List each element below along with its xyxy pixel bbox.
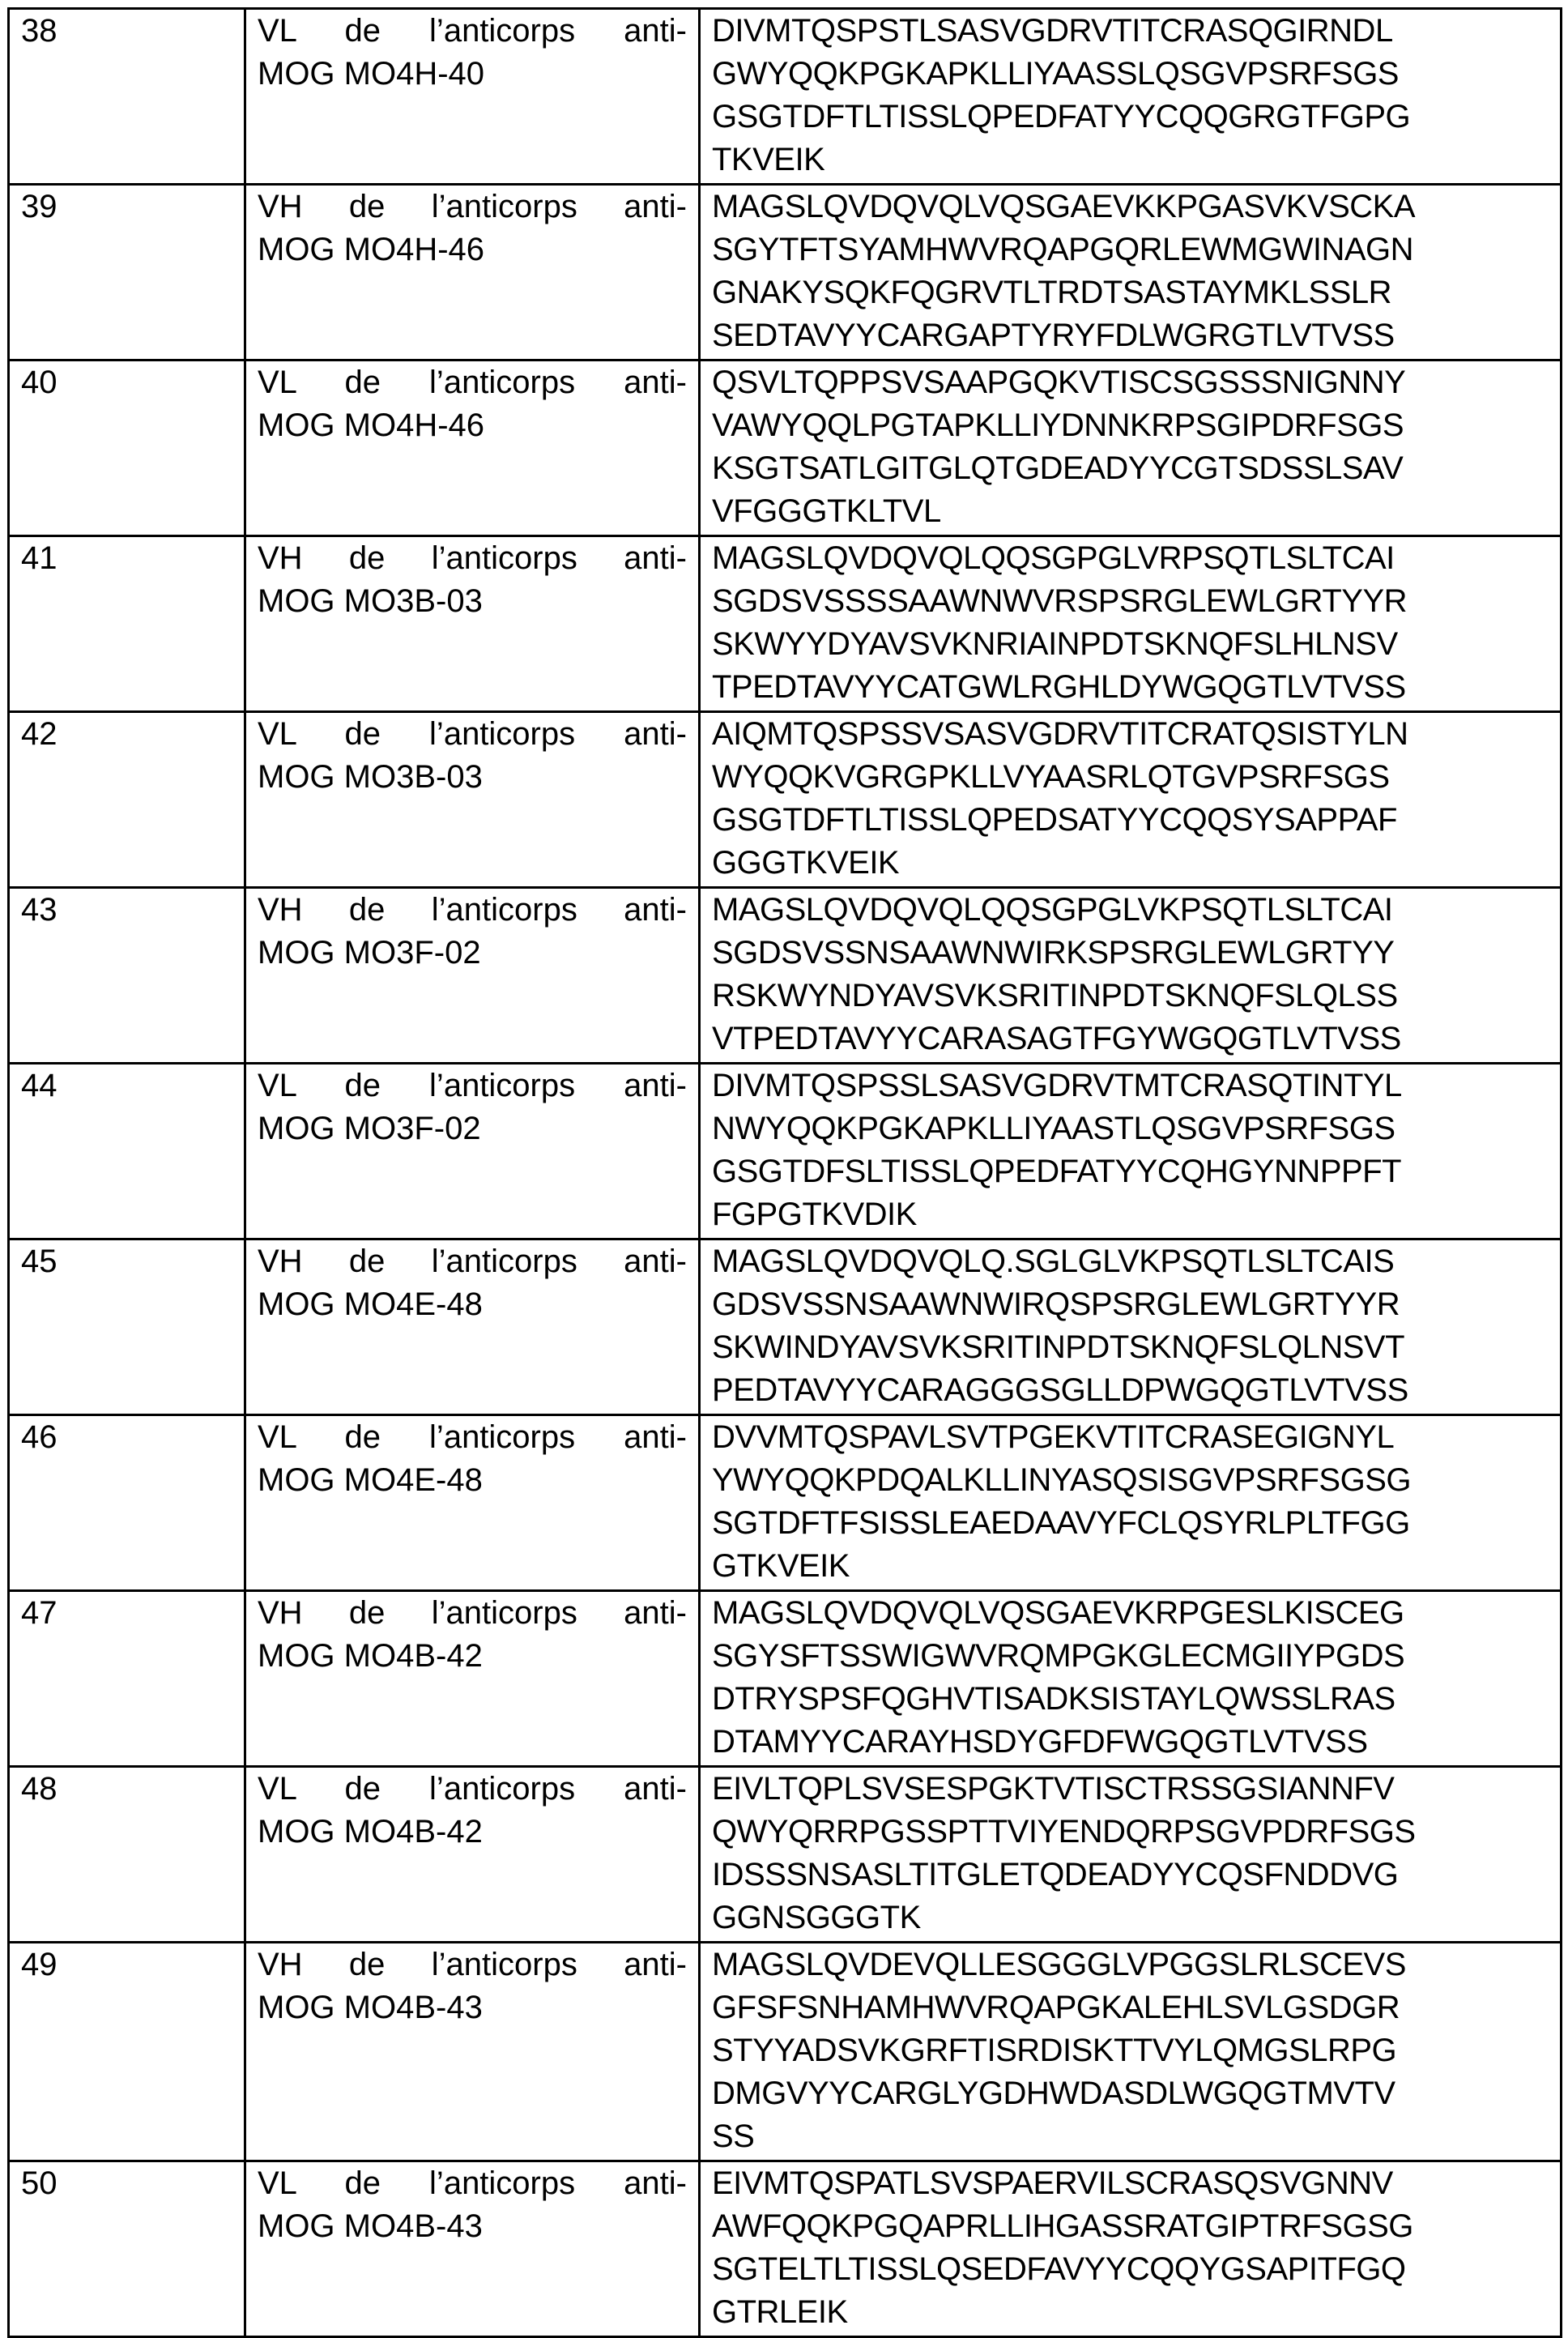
- seq-id-number: 41: [21, 537, 232, 580]
- table-row: [9, 361, 1562, 536]
- seq-id-number: 49: [21, 1943, 232, 1986]
- seq-id-cell: [9, 1943, 245, 2161]
- description-line: MOG MO4H-46: [258, 228, 687, 271]
- sequence-line: VFGGGTKLTVL: [712, 490, 1549, 533]
- description-cell: [245, 712, 700, 888]
- sequence-line: AWFQQKPGQAPRLLIHGASSRATGIPTRFSGSG: [712, 2205, 1549, 2248]
- description-cell: [245, 2161, 700, 2337]
- seq-id-cell: [9, 9, 245, 185]
- description-line: VL de l’anticorps anti-: [258, 361, 687, 404]
- seq-id-number: 42: [21, 713, 232, 756]
- sequence-line: GDSVSSNSAAWNWIRQSPSRGLEWLGRTYYR: [712, 1283, 1549, 1326]
- description-line: MOG MO4B-42: [258, 1811, 687, 1854]
- seq-id-number: 50: [21, 2162, 232, 2205]
- description-cell: [245, 888, 700, 1064]
- description-line: VH de l’anticorps anti-: [258, 537, 687, 580]
- sequence-line: EIVLTQPLSVSESPGKTVTISCTRSSGSIANNFV: [712, 1768, 1549, 1811]
- sequence-line: GSGTDFTLTISSLQPEDSATYYCQQSYSAPPAF: [712, 799, 1549, 842]
- description-line: MOG MO3B-03: [258, 756, 687, 799]
- description-line: MOG MO4E-48: [258, 1459, 687, 1502]
- sequence-cell: [700, 1239, 1562, 1415]
- seq-id-number: 46: [21, 1416, 232, 1459]
- table-row: [9, 1591, 1562, 1767]
- description-line: VL de l’anticorps anti-: [258, 713, 687, 756]
- description-cell: [245, 1767, 700, 1943]
- description-line: MOG MO4B-43: [258, 2205, 687, 2248]
- sequence-line: SGTELTLTISSLQSEDFAVYYCQQYGSAPITFGQ: [712, 2248, 1549, 2291]
- sequence-line: GTKVEIK: [712, 1545, 1549, 1588]
- sequence-line: DTRYSPSFQGHVTISADKSISTAYLQWSSLRAS: [712, 1678, 1549, 1721]
- table-row: [9, 1064, 1562, 1239]
- sequence-cell: [700, 1943, 1562, 2161]
- sequence-line: GSGTDFTLTISSLQPEDFATYYCQQGRGTFGPG: [712, 96, 1549, 139]
- seq-id-cell: [9, 536, 245, 712]
- seq-id-cell: [9, 361, 245, 536]
- table-row: [9, 185, 1562, 361]
- sequence-line: DIVMTQSPSTLSASVGDRVTITCRASQGIRNDL: [712, 10, 1549, 53]
- table-row: [9, 2161, 1562, 2337]
- description-cell: [245, 1064, 700, 1239]
- seq-id-number: 40: [21, 361, 232, 404]
- description-cell: [245, 1415, 700, 1591]
- sequence-line: KSGTSATLGITGLQTGDEADYYCGTSDSSLSAV: [712, 447, 1549, 490]
- table-row: [9, 1943, 1562, 2161]
- seq-id-number: 44: [21, 1064, 232, 1107]
- sequence-line: AIQMTQSPSSVSASVGDRVTITCRATQSISTYLN: [712, 713, 1549, 756]
- sequence-line: GFSFSNHAMHWVRQAPGKALEHLSVLGSDGR: [712, 1986, 1549, 2029]
- seq-id-cell: [9, 1767, 245, 1943]
- sequence-line: SGDSVSSNSAAWNWIRKSPSRGLEWLGRTYY: [712, 932, 1549, 975]
- sequence-line: FGPGTKVDIK: [712, 1193, 1549, 1236]
- description-line: MOG MO4B-42: [258, 1635, 687, 1678]
- description-line: VL de l’anticorps anti-: [258, 10, 687, 53]
- sequence-cell: [700, 1767, 1562, 1943]
- seq-id-cell: [9, 1415, 245, 1591]
- sequence-cell: [700, 888, 1562, 1064]
- sequence-line: QWYQRRPGSSPTTVIYENDQRPSGVPDRFSGS: [712, 1811, 1549, 1854]
- seq-id-cell: [9, 2161, 245, 2337]
- sequence-line: VAWYQQLPGTAPKLLIYDNNKRPSGIPDRFSGS: [712, 404, 1549, 447]
- sequence-line: MAGSLQVDQVQLQ.SGLGLVKPSQTLSLTCAIS: [712, 1240, 1549, 1283]
- table-row: [9, 712, 1562, 888]
- description-cell: [245, 1943, 700, 2161]
- sequence-line: EIVMTQSPATLSVSPAERVILSCRASQSVGNNV: [712, 2162, 1549, 2205]
- sequence-line: YWYQQKPDQALKLLINYASQSISGVPSRFSGSG: [712, 1459, 1549, 1502]
- table-row: [9, 536, 1562, 712]
- table-row: [9, 1239, 1562, 1415]
- description-line: MOG MO4H-40: [258, 53, 687, 96]
- sequence-cell: [700, 9, 1562, 185]
- seq-id-cell: [9, 888, 245, 1064]
- sequence-cell: [700, 361, 1562, 536]
- sequence-line: WYQQKVGRGPKLLVYAASRLQTGVPSRFSGS: [712, 756, 1549, 799]
- sequence-line: STYYADSVKGRFTISRDISKTTVYLQMGSLRPG: [712, 2029, 1549, 2072]
- seq-id-number: 48: [21, 1768, 232, 1811]
- sequence-line: DVVMTQSPAVLSVTPGEKVTITCRASEGIGNYL: [712, 1416, 1549, 1459]
- sequence-line: RSKWYNDYAVSVKSRITINPDTSKNQFSLQLSS: [712, 975, 1549, 1018]
- description-line: MOG MO3B-03: [258, 580, 687, 623]
- sequence-line: GGGTKVEIK: [712, 842, 1549, 885]
- description-line: MOG MO4H-46: [258, 404, 687, 447]
- seq-id-number: 47: [21, 1592, 232, 1635]
- sequence-table: [7, 7, 1562, 2338]
- table-row: [9, 1415, 1562, 1591]
- seq-id-cell: [9, 1239, 245, 1415]
- sequence-line: SGTDFTFSISSLEAEDAAVYFCLQSYRLPLTFGG: [712, 1502, 1549, 1545]
- table-row: [9, 9, 1562, 185]
- sequence-line: SEDTAVYYCARGAPTYRYFDLWGRGTLVTVSS: [712, 314, 1549, 357]
- seq-id-number: 39: [21, 186, 232, 228]
- description-line: VL de l’anticorps anti-: [258, 1064, 687, 1107]
- description-cell: [245, 536, 700, 712]
- seq-id-cell: [9, 712, 245, 888]
- description-line: VL de l’anticorps anti-: [258, 1416, 687, 1459]
- sequence-line: NWYQQKPGKAPKLLIYAASTLQSGVPSRFSGS: [712, 1107, 1549, 1150]
- seq-id-cell: [9, 1591, 245, 1767]
- sequence-cell: [700, 712, 1562, 888]
- sequence-line: IDSSSNSASLTITGLETQDEADYYCQSFNDDVG: [712, 1854, 1549, 1896]
- description-cell: [245, 1239, 700, 1415]
- sequence-line: MAGSLQVDQVQLVQSGAEVKRPGESLKISCEG: [712, 1592, 1549, 1635]
- description-cell: [245, 361, 700, 536]
- sequence-line: GGNSGGGTK: [712, 1896, 1549, 1939]
- sequence-line: MAGSLQVDEVQLLESGGGLVPGGSLRLSCEVS: [712, 1943, 1549, 1986]
- seq-id-number: 43: [21, 889, 232, 932]
- table-row: [9, 1767, 1562, 1943]
- description-line: VH de l’anticorps anti-: [258, 1240, 687, 1283]
- description-line: VL de l’anticorps anti-: [258, 1768, 687, 1811]
- sequence-line: SS: [712, 2115, 1549, 2158]
- sequence-line: GNAKYSQKFQGRVTLTRDTSASTAYMKLSSLR: [712, 271, 1549, 314]
- sequence-cell: [700, 1415, 1562, 1591]
- description-cell: [245, 9, 700, 185]
- sequence-line: GSGTDFSLTISSLQPEDFATYYCQHGYNNPPFT: [712, 1150, 1549, 1193]
- description-line: MOG MO4B-43: [258, 1986, 687, 2029]
- sequence-cell: [700, 1591, 1562, 1767]
- sequence-table-body: [9, 9, 1562, 2337]
- sequence-line: DIVMTQSPSSLSASVGDRVTMTCRASQTINTYL: [712, 1064, 1549, 1107]
- sequence-cell: [700, 1064, 1562, 1239]
- table-row: [9, 888, 1562, 1064]
- sequence-line: GTRLEIK: [712, 2291, 1549, 2334]
- sequence-line: SGYTFTSYAMHWVRQAPGQRLEWMGWINAGN: [712, 228, 1549, 271]
- sequence-line: TPEDTAVYYCATGWLRGHLDYWGQGTLVTVSS: [712, 666, 1549, 709]
- description-line: VH de l’anticorps anti-: [258, 1943, 687, 1986]
- description-line: MOG MO3F-02: [258, 1107, 687, 1150]
- seq-id-cell: [9, 185, 245, 361]
- sequence-line: DTAMYYCARAYHSDYGFDFWGQGTLVTVSS: [712, 1721, 1549, 1764]
- sequence-line: MAGSLQVDQVQLQQSGPGLVKPSQTLSLTCAI: [712, 889, 1549, 932]
- sequence-line: PEDTAVYYCARAGGGSGLLDPWGQGTLVTVSS: [712, 1369, 1549, 1412]
- sequence-cell: [700, 185, 1562, 361]
- sequence-line: SGYSFTSSWIGWVRQMPGKGLECMGIIYPGDS: [712, 1635, 1549, 1678]
- description-line: VH de l’anticorps anti-: [258, 1592, 687, 1635]
- sequence-line: GWYQQKPGKAPKLLIYAASSLQSGVPSRFSGS: [712, 53, 1549, 96]
- sequence-line: VTPEDTAVYYCARASAGTFGYWGQGTLVTVSS: [712, 1018, 1549, 1060]
- sequence-cell: [700, 536, 1562, 712]
- sequence-line: MAGSLQVDQVQLVQSGAEVKKPGASVKVSCKA: [712, 186, 1549, 228]
- description-line: MOG MO3F-02: [258, 932, 687, 975]
- sequence-cell: [700, 2161, 1562, 2337]
- seq-id-cell: [9, 1064, 245, 1239]
- description-line: VL de l’anticorps anti-: [258, 2162, 687, 2205]
- seq-id-number: 38: [21, 10, 232, 53]
- sequence-line: TKVEIK: [712, 139, 1549, 181]
- description-line: MOG MO4E-48: [258, 1283, 687, 1326]
- sequence-line: QSVLTQPPSVSAAPGQKVTISCSGSSSNIGNNY: [712, 361, 1549, 404]
- seq-id-number: 45: [21, 1240, 232, 1283]
- sequence-line: SGDSVSSSSAAWNWVRSPSRGLEWLGRTYYR: [712, 580, 1549, 623]
- sequence-line: DMGVYYCARGLYGDHWDASDLWGQGTMVTV: [712, 2072, 1549, 2115]
- description-line: VH de l’anticorps anti-: [258, 889, 687, 932]
- description-cell: [245, 1591, 700, 1767]
- sequence-line: MAGSLQVDQVQLQQSGPGLVRPSQTLSLTCAI: [712, 537, 1549, 580]
- sequence-line: SKWINDYAVSVKSRITINPDTSKNQFSLQLNSVT: [712, 1326, 1549, 1369]
- sequence-line: SKWYYDYAVSVKNRIAINPDTSKNQFSLHLNSV: [712, 623, 1549, 666]
- description-line: VH de l’anticorps anti-: [258, 186, 687, 228]
- description-cell: [245, 185, 700, 361]
